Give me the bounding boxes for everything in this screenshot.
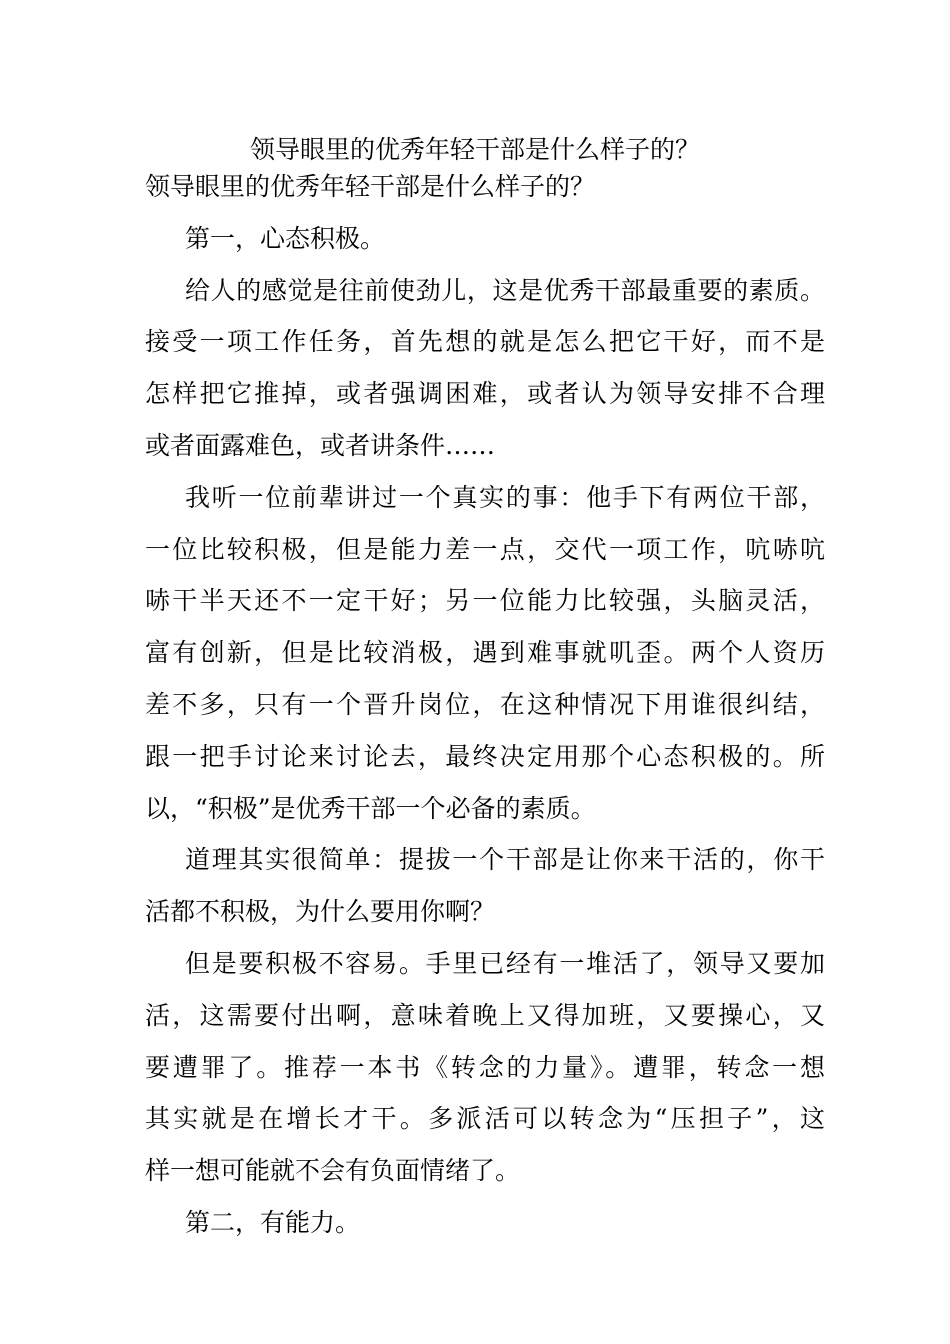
paragraph-line: 接受一项工作任务，首先想的就是怎么把它干好，而不是 (145, 327, 825, 357)
subtitle-line: 领导眼里的优秀年轻干部是什么样子的？ (145, 172, 596, 201)
paragraph-line: 道理其实很简单：提拔一个干部是让你来干活的，你干 (185, 845, 825, 875)
section-heading: 第一，心态积极。 (185, 223, 386, 253)
paragraph-line: 怎样把它推掉，或者强调困难，或者认为领导安排不合理 (145, 379, 825, 409)
paragraph-line: 或者面露难色，或者讲条件…… (145, 430, 496, 460)
paragraph-line: 给人的感觉是往前使劲儿，这是优秀干部最重要的素质。 (185, 275, 825, 305)
paragraph-line: 我听一位前辈讲过一个真实的事：他手下有两位干部， (185, 482, 825, 512)
paragraph-line: 其实就是在增长才干。多派活可以转念为“压担子”，这 (145, 1104, 825, 1134)
paragraph-line: 但是要积极不容易。手里已经有一堆活了，领导又要加 (185, 948, 825, 978)
paragraph-line: 要遭罪了。推荐一本书《转念的力量》。遭罪，转念一想 (145, 1052, 825, 1082)
page-title: 领导眼里的优秀年轻干部是什么样子的？ (249, 135, 700, 164)
paragraph-line: 活都不积极，为什么要用你啊？ (145, 897, 496, 927)
paragraph-line: 跟一把手讨论来讨论去，最终决定用那个心态积极的。所 (145, 741, 825, 771)
paragraph-line: 样一想可能就不会有负面情绪了。 (145, 1156, 521, 1186)
paragraph-line: 哧干半天还不一定干好；另一位能力比较强，头脑灵活， (145, 586, 825, 616)
paragraph-line: 一位比较积极，但是能力差一点，交代一项工作，吭哧吭 (145, 534, 825, 564)
paragraph-line: 以，“积极”是优秀干部一个必备的素质。 (145, 793, 596, 823)
paragraph-line: 差不多，只有一个晋升岗位，在这种情况下用谁很纠结， (145, 689, 825, 719)
section-heading: 第二，有能力。 (185, 1207, 361, 1237)
paragraph-line: 活，这需要付出啊，意味着晚上又得加班，又要操心，又 (145, 1000, 825, 1030)
article-body (145, 161, 825, 1249)
paragraph-line: 富有创新，但是比较消极，遇到难事就叽歪。两个人资历 (145, 638, 825, 668)
